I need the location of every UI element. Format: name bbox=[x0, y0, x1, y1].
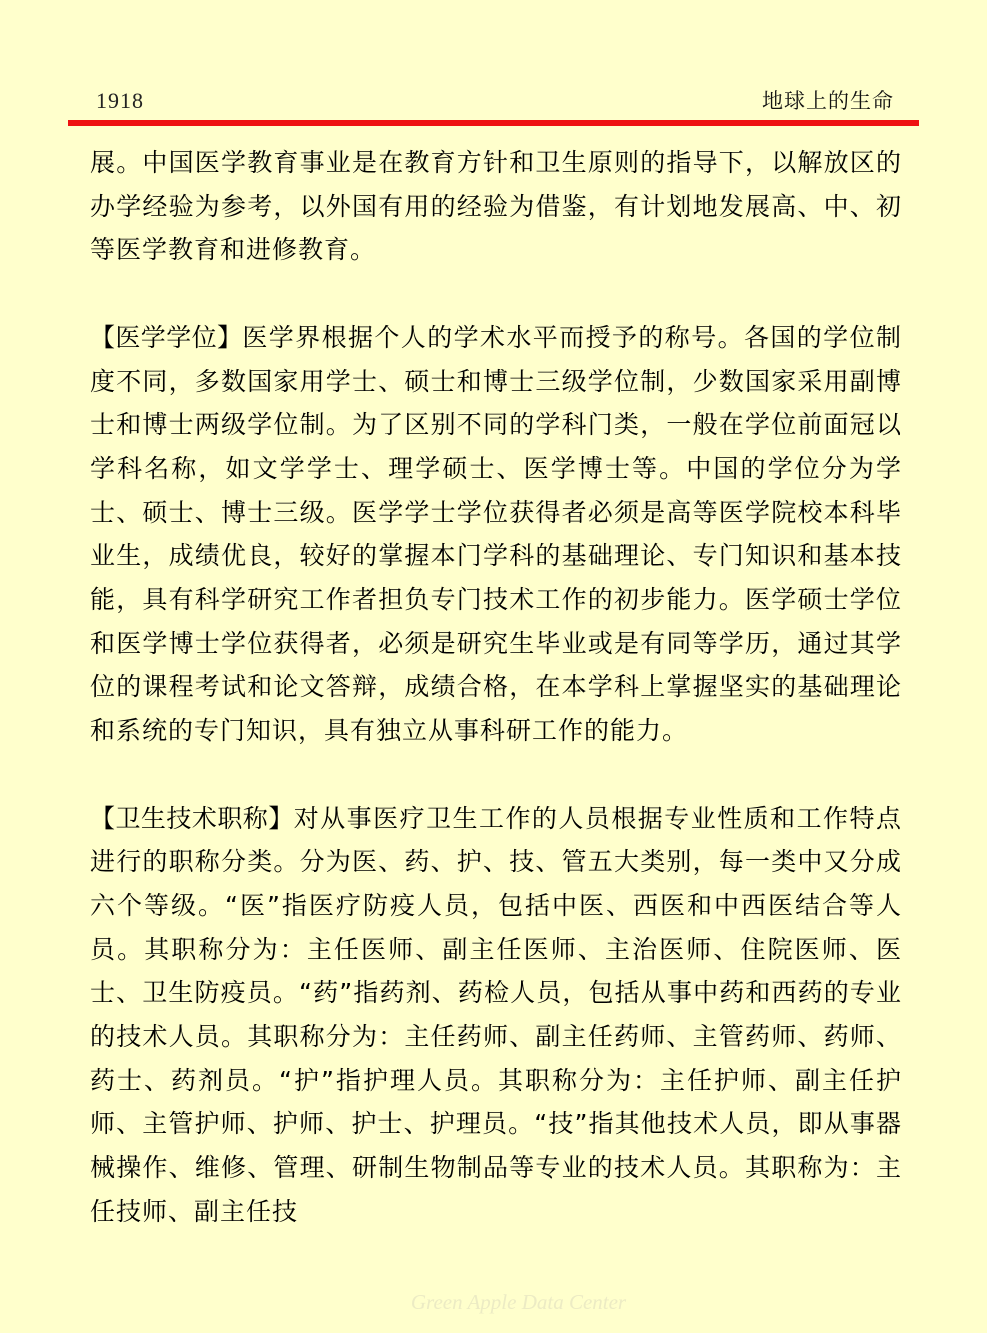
header-divider bbox=[68, 120, 919, 126]
paragraph-technical-titles bbox=[90, 797, 902, 1234]
paragraph-text: 医学界根据个人的学术水平而授予的称号。各国的学位制度不同，多数国家用学士、硕士和博士三级学位制，少数国家采用副博士和博士两级学位制。为了区别不同的学科门类，一般在学位前面冠以学科名称，如文学学士、理学硕士、医学博士等。中国的学位分为学士、硕士、博士三级。医学学士学位获得者必须是高等医学院校本科毕业生，成绩优良，较好的掌握本门学科的基础理论、专门知识和基本技能，具有科学研究工作者担负专门技术工作的初步能力。医学硕士学位和医学博士学位获得者，必须是研究生毕业或是有同等学历，通过其学位的课程考试和论文答辩，成绩合格，在本学科上掌握坚实的基础理论和系统的专门知识，具有独立从事科研工作的能力。 bbox=[90, 322, 902, 746]
entry-term: 【卫生技术职称】 bbox=[90, 803, 294, 833]
paragraph-continuation bbox=[90, 141, 902, 272]
paragraph-text: 对从事医疗卫生工作的人员根据专业性质和工作特点进行的职称分类。分为医、药、护、技、管五大类别，每一类中又分成六个等级。“医”指医疗防疫人员，包括中医、西医和中西医结合等人员。其职称分为：主任医师、副主任医师、主治医师、住院医师、医士、卫生防疫员。“药”指药剂、药检人员，包括从事中药和西药的专业的技术人员。其职称分为：主任药师、副主任药师、主管药师、药师、药士、药剂员。“护”指护理人员。其职称分为：主任护师、副主任护师、主管护师、护师、护士、护理员。“技”指其他技术人员，即从事器械操作、维修、管理、研制生物制品等专业的技术人员。其职称为：主任技师、副主任技 bbox=[90, 803, 902, 1226]
entry-term: 【医学学位】 bbox=[90, 322, 243, 352]
paragraph-medical-degree bbox=[90, 316, 902, 753]
running-head: 地球上的生命 bbox=[762, 89, 894, 113]
paragraph-text: 展。中国医学教育事业是在教育方针和卫生原则的指导下，以解放区的办学经验为参考，以外国有用的经验为借鉴，有计划地发展高、中、初等医学教育和进修教育。 bbox=[90, 148, 902, 265]
page-number: 1918 bbox=[96, 88, 144, 113]
watermark: Green Apple Data Center bbox=[410, 1290, 627, 1314]
body-text bbox=[90, 141, 902, 1234]
